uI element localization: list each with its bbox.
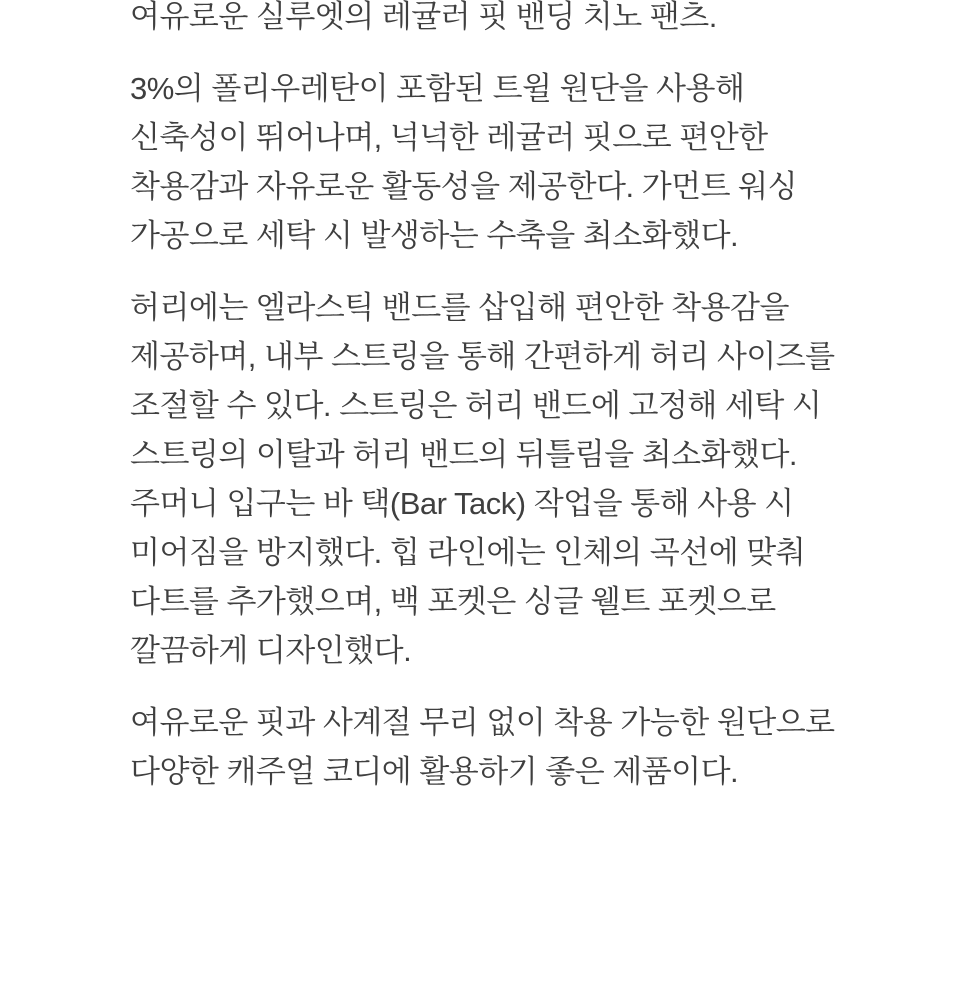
description-line: 주머니 입구는 바 택(Bar Tack) 작업을 통해 사용 시 bbox=[130, 486, 794, 521]
description-text bbox=[130, 0, 920, 796]
description-line: 깔끔하게 디자인했다. bbox=[130, 633, 412, 668]
description-line: 착용감과 자유로운 활동성을 제공한다. 가먼트 워싱 bbox=[130, 169, 798, 204]
description-line: 3%의 폴리우레탄이 포함된 트윌 원단을 사용해 bbox=[130, 71, 745, 106]
description-line: 여유로운 실루엣의 레귤러 핏 밴딩 치노 팬츠. bbox=[130, 0, 717, 34]
description-line: 여유로운 핏과 사계절 무리 없이 착용 가능한 원단으로 bbox=[130, 705, 835, 740]
description-line: 스트링의 이탈과 허리 밴드의 뒤틀림을 최소화했다. bbox=[130, 437, 798, 472]
description-line: 허리에는 엘라스틱 밴드를 삽입해 편안한 착용감을 bbox=[130, 290, 789, 325]
description-line: 다트를 추가했으며, 백 포켓은 싱글 웰트 포켓으로 bbox=[130, 584, 776, 619]
description-paragraph bbox=[130, 698, 920, 796]
description-paragraph bbox=[130, 283, 920, 675]
description-line: 가공으로 세탁 시 발생하는 수축을 최소화했다. bbox=[130, 218, 739, 253]
description-paragraph bbox=[130, 0, 920, 41]
description-line: 미어짐을 방지했다. 힙 라인에는 인체의 곡선에 맞춰 bbox=[130, 535, 806, 570]
description-line: 제공하며, 내부 스트링을 통해 간편하게 허리 사이즈를 bbox=[130, 339, 835, 374]
description-line: 신축성이 뛰어나며, 넉넉한 레귤러 핏으로 편안한 bbox=[130, 120, 768, 155]
description-line: 다양한 캐주얼 코디에 활용하기 좋은 제품이다. bbox=[130, 754, 739, 789]
description-paragraph bbox=[130, 64, 920, 260]
description-line: 조절할 수 있다. 스트링은 허리 밴드에 고정해 세탁 시 bbox=[130, 388, 822, 423]
